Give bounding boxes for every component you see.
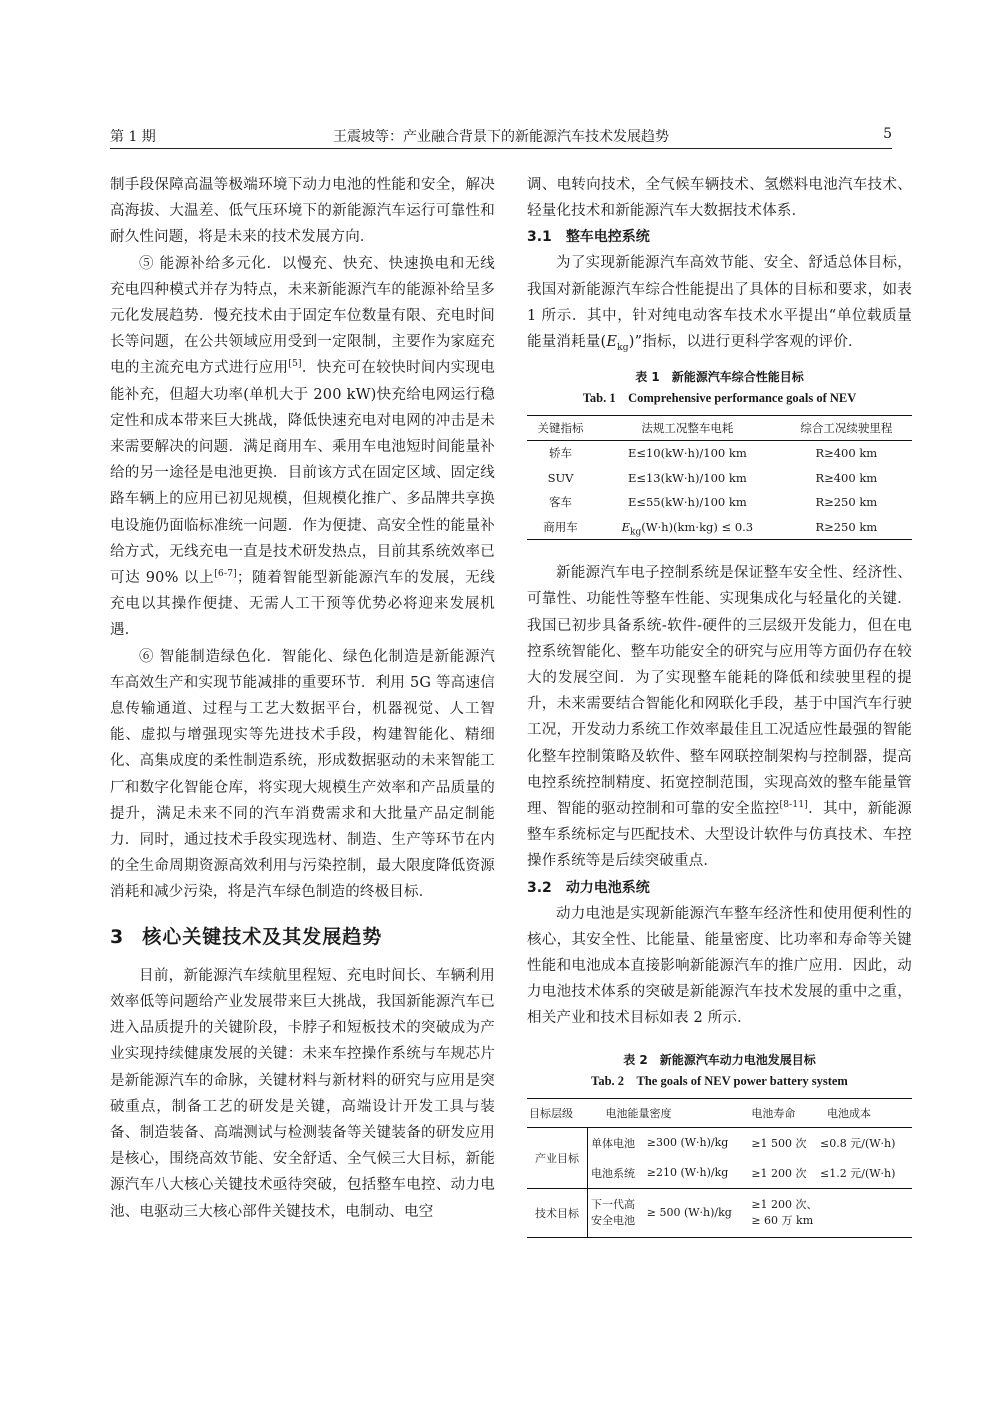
- page-number: 5: [883, 126, 892, 142]
- paragraph-smart-manufacturing: ⑥ 智能制造绿色化．智能化、绿色化制造是新能源汽车高效生产和实现节能减排的重要环节．利用 5G 等高速信息传输通道、过程与工艺大数据平台，机器视觉、人工智能、虚拟与增强现实等先进技术手段，构建智能化、精细化、高集成度的柔性制造系统，形成数据驱动的未来智能工厂和数字化智能仓库，将实现大规模生产效率和产品质量的提升，满足未来不同的汽车消费需求和大批量产品定制能力．同时，通过技术手段实现选材、制造、生产等环节在内的全生命周期资源高效利用与污染控制，最大限度降低资源消耗和减少污染，将是汽车绿色制造的终极目标．: [110, 648, 495, 901]
- paragraph: 动力电池是实现新能源汽车整车经济性和使用便利性的核心，其安全性、比能量、能量密度、比功率和寿命等关键性能和电池成本直接影响新能源汽车的推广应用．因此，动力电池技术体系的突破是新能源汽车技术发展的重中之重，相关产业和技术目标如表 2 所示．: [527, 905, 912, 1027]
- table-1-caption-cn: 表 1 新能源汽车综合性能目标: [635, 370, 804, 385]
- citation: [8-11]: [779, 800, 808, 811]
- table-header: 法规工况整车电耗: [594, 416, 781, 441]
- paragraph-electronic-control: 新能源汽车电子控制系统是保证整车安全性、经济性、可靠性、功能性等整车性能、实现集成化与轻量化的关键．我国已初步具备系统-软件-硬件的三层级开发能力，但在电控系统智能化、整车功能安全的研究与应用等方面仍存在较大的发展空间．为了实现整车能耗的降低和续驶里程的提升，未来需要结合智能化和网联化手段，基于中国汽车行驶工况，开发动力系统工作效率最佳且工况适应性最强的智能化整车控制策略及软件、整车网联控制架构与控制器，提高电控系统控制精度、拓宽控制范围，实现高效的整车能量管理、智能的驱动控制和可靠的安全监控[8-11]．其中，新能源整车系统标定与匹配技术、大型设计软件与仿真技术、车控操作系统等是后续突破重点．: [527, 565, 912, 870]
- table-2: [527, 1098, 912, 1238]
- right-column: [527, 172, 912, 1238]
- running-header: [110, 126, 892, 149]
- subsection-heading-3-1: 3.1 整车电控系统: [527, 229, 650, 246]
- table-1-caption-en: Tab. 1 Comprehensive performance goals of NEV: [582, 391, 857, 406]
- citation: [6-7]: [214, 569, 237, 580]
- table-header-row: [527, 416, 912, 441]
- paragraph: 为了实现新能源汽车高效节能、安全、舒适总体目标，我国对新能源汽车综合性能提出了具体的目标和要求，如表 1 所示．其中，针对纯电动客车技术水平提出“单位载质量能量消耗量$(E_{kg})$”指标，以进行更科学客观的评价．: [527, 255, 912, 353]
- issue-number: 第 1 期: [110, 129, 156, 145]
- table-2-caption-cn: 表 2 新能源汽车动力电池发展目标: [623, 1052, 816, 1067]
- paragraph: 目前，新能源汽车续航里程短、充电时间长、车辆利用效率低等问题给产业发展带来巨大挑战，我国新能源汽车已进入品质提升的关键阶段，卡脖子和短板技术的突破成为产业实现持续健康发展的关键：未来车控操作系统与车规芯片是新能源汽车的命脉，关键材料与新材料的研究与应用是突破重点，制备工艺的研发是关键，高端设计开发工具与装备、制造装备、高端测试与检测装备等关键装备的研发应用是核心，围绕高效节能、安全舒适、全气候三大目标，新能源汽车八大核心关键技术亟待突破，包括整车电控、动力电池、电驱动三大核心部件关键技术，电制动、电空: [110, 967, 495, 1220]
- table-header: 电池能量密度: [588, 1098, 751, 1127]
- table-header: 关键指标: [527, 416, 594, 441]
- running-title: 王震坡等：产业融合背景下的新能源汽车技术发展趋势: [333, 129, 669, 145]
- section-heading: 3 核心关键技术及其发展趋势: [110, 925, 383, 948]
- table-row: 商用车 $E_{kg}(W\cdot h)(km\cdot kg) \le 0.3$ R≥250 km: [543, 519, 878, 538]
- left-column: [110, 172, 495, 1225]
- table-row: 电池系统 ≥210 (W·h)/kg ≥1 200 次 ≤1.2 元/(W·h): [591, 1166, 896, 1180]
- citation: [5]: [288, 359, 302, 370]
- table-header: 电池寿命: [750, 1098, 819, 1127]
- paragraph: 调、电转向技术，全气候车辆技术、氢燃料电池汽车技术、轻量化技术和新能源汽车大数据技术体系．: [527, 177, 912, 220]
- table-row: 产业目标 单体电池 ≥300 (W·h)/kg ≥1 500 次 ≤0.8 元/(W·h): [527, 1127, 912, 1158]
- paragraph-energy-supply: ⑤ 能源补给多元化．以慢充、快充、快速换电和无线充电四种模式并存为特点，未来新能源汽车的能源补给呈多元化发展趋势．慢充技术由于固定车位数量有限、充电时间长等问题，在公共领域应用受到一定限制，主要作为家庭充电的主流充电方式进行应用[5]．快充可在较快时间内实现电能补充，但超大功率(单机大于 200 kW)快充给电网运行稳定性和成本带来巨大挑战，降低快速充电对电网的冲击是未来需要解决的问题．满足商用车、乘用车电池短时间能量补给的另一途径是电池更换．目前该方式在固定区域、固定线路车辆上的应用已初见规模，但规模化推广、多品牌共享换电设施仍面临标准统一问题．作为便捷、高安全性的能量补给方式，无线充电一直是技术研发热点，目前其系统效率已可达 90% 以上[6-7]；随着智能型新能源汽车的发展，无线充电以其操作便捷、无需人工干预等优势必将迎来发展机遇．: [110, 255, 495, 639]
- table-group-label: 技术目标: [527, 1188, 588, 1237]
- table-row: 轿车 E≤10(kW·h)/100 km R≥400 km: [549, 446, 878, 461]
- paragraph: 制手段保障高温等极端环境下动力电池的性能和安全，解决高海拔、大温差、低气压环境下的新能源汽车运行可靠性和耐久性问题，将是未来的技术发展方向．: [110, 177, 495, 246]
- subsection-heading-3-2: 3.2 动力电池系统: [527, 879, 650, 896]
- table-row: 技术目标 下一代高 安全电池 ≥ 500 (W·h)/kg ≥1 200 次、 ≥ 60 万 km: [527, 1188, 912, 1237]
- table-row: SUV E≤13(kW·h)/100 km R≥400 km: [547, 470, 878, 485]
- table-2-caption-en: Tab. 2 The goals of NEV power battery system: [591, 1073, 848, 1088]
- table-header: 综合工况续驶里程: [781, 416, 912, 441]
- table-header: 目标层级: [527, 1098, 588, 1127]
- table-header-row: [527, 1098, 912, 1127]
- table-1: [527, 415, 912, 540]
- table-header: 电池成本: [819, 1098, 912, 1127]
- table-row: 客车 E≤55(kW·h)/100 km R≥250 km: [549, 495, 878, 510]
- table-group-label: 产业目标: [527, 1127, 588, 1188]
